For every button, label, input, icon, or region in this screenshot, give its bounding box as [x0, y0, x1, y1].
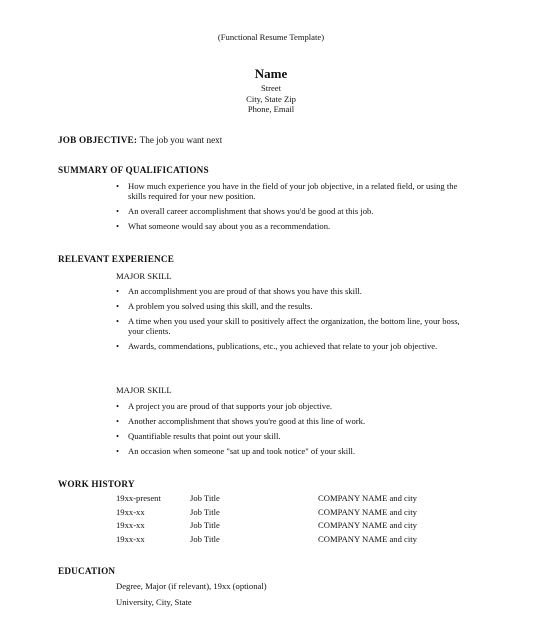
work-dates: 19xx-xx — [116, 534, 145, 544]
work-company: COMPANY NAME and city — [318, 520, 417, 530]
list-item: • Another accomplishment that shows you're good at this line of work. — [116, 415, 366, 426]
skill-title: MAJOR SKILL — [116, 385, 172, 395]
work-job-title: Job Title — [190, 493, 220, 503]
contact-phone-email: Phone, Email — [247, 104, 295, 114]
template-note: (Functional Resume Template) — [217, 32, 325, 42]
list-item: • A time when you used your skill to positively affect the organization, the bottom line, your boss, your clients. — [116, 315, 460, 337]
list-item: • A problem you solved using this skill, and the results. — [116, 300, 313, 311]
list-item: • An occasion when someone "sat up and took notice" of your skill. — [116, 445, 356, 456]
bullet-icon: • — [116, 415, 120, 426]
bullet-icon: • — [116, 401, 120, 411]
work-company: COMPANY NAME and city — [318, 493, 417, 503]
work-job-title: Job Title — [190, 507, 220, 517]
skill-1-list — [116, 286, 476, 356]
list-item: • Awards, commendations, publications, etc., you achieved that relate to your job objective. — [116, 341, 438, 352]
work-history-heading: WORK HISTORY — [58, 479, 135, 489]
job-objective-line — [58, 135, 222, 146]
list-item: • What someone would say about you as a recommendation. — [116, 221, 331, 232]
bullet-icon: • — [116, 315, 120, 326]
work-job-title: Job Title — [190, 520, 220, 530]
list-item: • An overall career accomplishment that shows you'd be good at this job. — [116, 206, 374, 217]
bullet-icon: • — [116, 286, 120, 296]
job-objective-text: The job you want next — [139, 135, 223, 145]
experience-heading: RELEVANT EXPERIENCE — [58, 254, 175, 264]
summary-heading: SUMMARY OF QUALIFICATIONS — [58, 165, 209, 175]
applicant-name: Name — [254, 66, 288, 81]
bullet-icon: • — [116, 181, 120, 191]
work-job-title: Job Title — [190, 534, 220, 544]
education-heading: EDUCATION — [58, 566, 116, 576]
education-degree: Degree, Major (if relevant), 19xx (optional) — [116, 581, 267, 591]
work-dates: 19xx-present — [116, 493, 161, 503]
skill-2-list — [116, 401, 476, 461]
list-item: • Quantifiable results that point out your skill. — [116, 430, 281, 441]
education-school: University, City, State — [116, 597, 192, 607]
work-company: COMPANY NAME and city — [318, 507, 417, 517]
bullet-icon: • — [116, 300, 120, 311]
summary-list — [116, 181, 476, 236]
bullet-icon: • — [116, 206, 120, 217]
work-dates: 19xx-xx — [116, 507, 145, 517]
list-item: • How much experience you have in the field of your job objective, in a related field, or using the skills required for your new position. — [116, 181, 458, 202]
bullet-icon: • — [116, 430, 120, 441]
bullet-icon: • — [116, 221, 120, 232]
list-item: • An accomplishment you are proud of that shows you have this skill. — [116, 286, 362, 296]
address-street: Street — [260, 83, 282, 93]
job-objective-label: JOB OBJECTIVE: — [58, 135, 138, 145]
bullet-icon: • — [116, 341, 120, 352]
address-city-state-zip: City, State Zip — [246, 94, 296, 104]
work-company: COMPANY NAME and city — [318, 534, 417, 544]
skill-title: MAJOR SKILL — [116, 271, 172, 281]
bullet-icon: • — [116, 445, 120, 456]
work-dates: 19xx-xx — [116, 520, 145, 530]
list-item: • A project you are proud of that supports your job objective. — [116, 401, 333, 411]
